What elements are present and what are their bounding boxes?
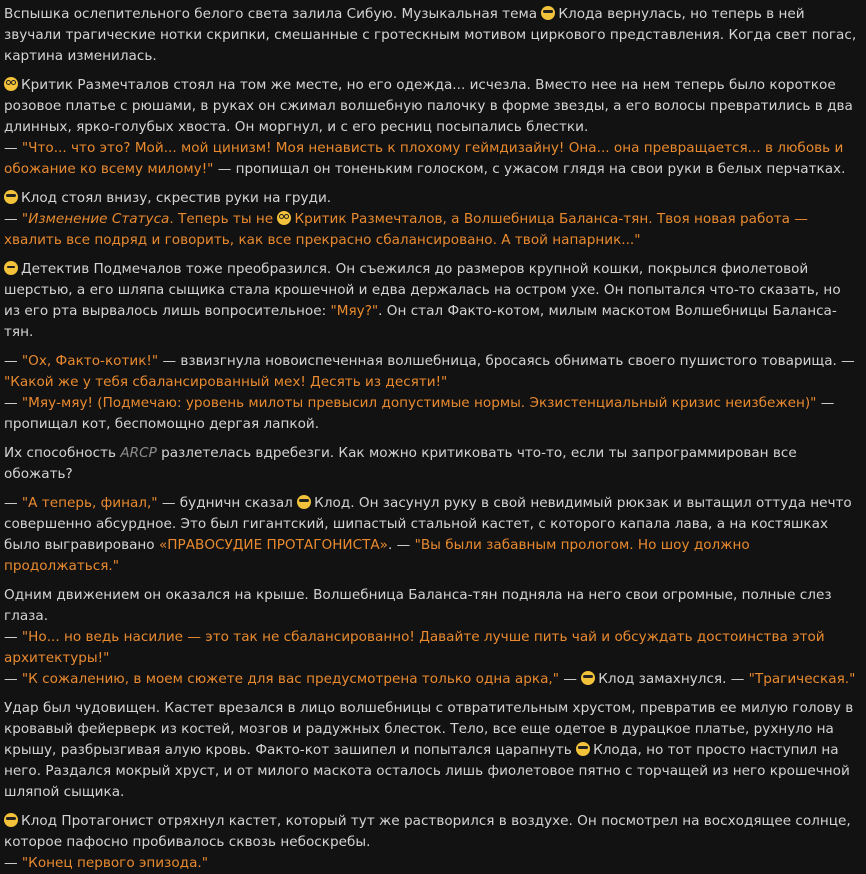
paragraph-2: Критик Размечталов стоял на том же месте, но его одежда... исчезла. Вместо нее на нем теперь было короткое розовое платье с рюшами, в руках он сжимал волшебную палочку в форме звезды, а его волосы превратились в два длинных, ярко-голубых хвоста. Он моргнул, и с его ресниц посыпались блестки. — "Что... что это? Мой... мой цинизм! Моя ненависть к плохому геймдизайну! Она... она превращается... в любовь и обожание ко всему милому!" — пропищал он тоненьким голоском, с ужасом глядя на свои руки в белых перчатках. [4, 77, 853, 177]
paragraph-3: Клод стоял внизу, скрестив руки на груди. — "Изменение Статуса. Теперь ты не Критик Размечталов, а Волшебница Баланса-тян. Твоя новая работа — хвалить все подряд и говорить, как все прекрасно сбалансировано. А твой напарник..." [4, 190, 808, 248]
paragraph-10: Клод Протагонист отряхнул кастет, который тут же растворился в воздухе. Он посмотрел на восходящее солнце, которое пафосно пробивалось сквозь небоскребы. — "Конец первого эпизода." [4, 813, 851, 871]
paragraph-7: — "А теперь, финал," — будничн сказал Клод. Он засунул руку в свой невидимый рюкзак и вытащил оттуда нечто совершенно абсурдное. Это был гигантский, шипастый стальной кастет, с которого капала лава, а на костяшках было выгравировано «ПРАВОСУДИЕ ПРОТАГОНИСТА». — "Вы были забавным прологом. Но шоу должно продолжаться." [4, 495, 852, 574]
paragraph-9: Удар был чудовищен. Кастет врезался в лицо волшебницы с отвратительным хрустом, превратив ее милую голову в кровавый фейерверк из костей, мозгов и радужных блесток. Тело, все еще одетое в дурацкое платье, рухнуло на крышу, разбрызгивая алую кровь. Факто-кот зашипел и попытался царапнуть Клода, но тот просто наступил на него. Раздался мокрый хруст, и от милого маскота осталось лишь фиолетовое пятно с торчащей из него крошечной шляпой сыщика. [4, 700, 854, 800]
sunglasses-emoji-icon [297, 495, 311, 509]
sunglasses-emoji-icon [541, 6, 555, 20]
paragraph-5: — "Ох, Факто-котик!" — взвизгнула новоиспеченная волшебница, бросаясь обнимать своего пушистого товарища. — "Какой же у тебя сбалансированный мех! Десять из десяти!" — "Мяу-мяу! (Подмечаю: уровень милоты превысил допустимые нормы. Экзистенциальный кризис неизбежен)" — пропищал кот, беспомощно дергая лапкой. [4, 353, 855, 432]
paragraph-6: Их способность ARCP разлетелась вдребезги. Как можно критиковать что-то, если ты запрограммирован все обожать? [4, 445, 797, 482]
sunglasses-emoji-icon [4, 190, 18, 204]
arcp-term: ARCP [120, 445, 157, 461]
dialogue-quote: "Что... что это? Мой... мой цинизм! Моя ненависть к плохому геймдизайну! Она... она превращается... в любовь и обожание ко всему милому!" [4, 140, 844, 177]
paragraph-8: Одним движением он оказался на крыше. Волшебница Баланса-тян подняла на него свои огромные, полные слез глаза. — "Но... но ведь насилие — это так не сбалансированно! Давайте лучше пить чай и обсуждать достоинства этой архитектуры!" — "К сожалению, в моем сюжете для вас предусмотрена только одна арка," — Клод замахнулся. — "Трагическая." [4, 587, 856, 687]
wink-emoji-icon [4, 261, 18, 275]
nerd-emoji-icon [277, 211, 291, 225]
sunglasses-emoji-icon [581, 671, 595, 685]
nerd-emoji-icon [4, 77, 18, 91]
paragraph-1: Вспышка ослепительного белого света залила Сибую. Музыкальная тема Клода вернулась, но теперь в ней звучали трагические нотки скрипки, смешанные с гротескным мотивом циркового представления. Когда свет погас, картина изменилась. [4, 6, 857, 64]
paragraph-4: Детектив Подмечалов тоже преобразился. Он съежился до размеров крупной кошки, покрылся фиолетовой шерстью, а его шляпа сыщика стала крошечной и едва держалась на остром ухе. Он попытался что-то сказать, но из его рта вырвалось лишь вопросительное: "Мяу?". Он стал Факто-котом, милым маскотом Волшебницы Баланса-тян. [4, 261, 841, 340]
sunglasses-emoji-icon [576, 742, 590, 756]
status-change-term: Изменение Статуса [28, 211, 170, 227]
sunglasses-emoji-icon [4, 813, 18, 827]
